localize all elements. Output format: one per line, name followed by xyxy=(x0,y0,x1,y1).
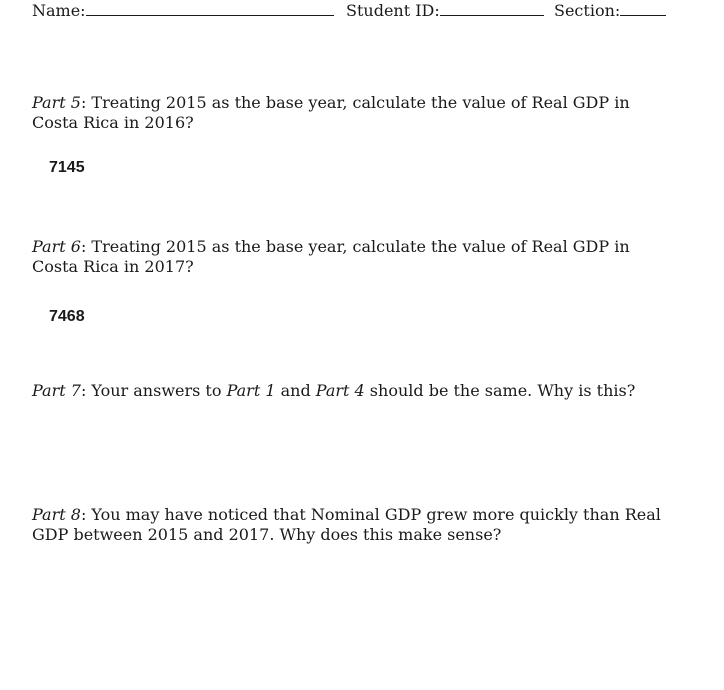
part-7-ref-part-4: Part 4 xyxy=(315,381,365,400)
question-part-8 xyxy=(32,505,662,545)
part-5-text: : Treating 2015 as the base year, calculate the value of Real GDP in Costa Rica in 2016? xyxy=(32,93,630,132)
section-label: Section: xyxy=(554,1,621,20)
part-7-ref-part-1: Part 1 xyxy=(226,381,276,400)
student-id-label: Student ID: xyxy=(346,1,440,20)
student-id-field[interactable] xyxy=(346,0,544,21)
question-part-5 xyxy=(32,93,662,133)
part-8-label: Part 8 xyxy=(32,505,81,524)
question-part-7 xyxy=(32,381,662,401)
part-6-label: Part 6 xyxy=(32,237,81,256)
answer-part-5: 7145 xyxy=(49,159,85,176)
part-7-label: Part 7 xyxy=(32,381,81,400)
name-label: Name: xyxy=(32,1,86,20)
section-blank-line[interactable] xyxy=(620,0,666,16)
part-8-text: : You may have noticed that Nominal GDP grew more quickly than Real GDP between 2015 and 2017. Why does this make sense? xyxy=(32,505,661,544)
part-5-label: Part 5 xyxy=(32,93,81,112)
part-7-text-b: and xyxy=(275,381,316,400)
name-field[interactable] xyxy=(32,0,334,21)
name-blank-line[interactable] xyxy=(86,0,334,16)
part-7-text-a: : Your answers to xyxy=(80,381,227,400)
part-7-text-c: should be the same. Why is this? xyxy=(364,381,636,400)
part-6-text: : Treating 2015 as the base year, calculate the value of Real GDP in Costa Rica in 2017? xyxy=(32,237,630,276)
student-info-header xyxy=(32,0,662,24)
question-part-6 xyxy=(32,237,662,277)
answer-part-6: 7468 xyxy=(49,308,85,325)
student-id-blank-line[interactable] xyxy=(440,0,544,16)
section-field[interactable] xyxy=(554,0,666,21)
